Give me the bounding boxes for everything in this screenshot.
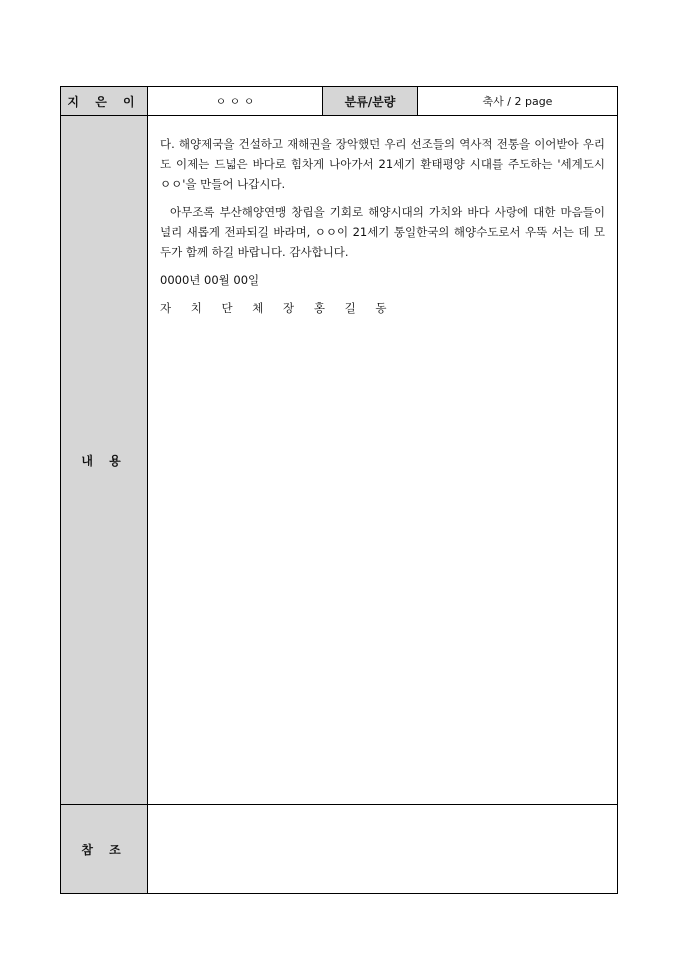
speech-date: 0000년 00월 00일 — [160, 273, 260, 287]
reference-row — [61, 805, 618, 894]
speech-signer: 자 치 단 체 장 홍 길 동 — [160, 301, 395, 315]
content-row — [61, 116, 618, 805]
category-label: 분류/분량 — [323, 87, 418, 116]
category-value: 축사 / 2 page — [418, 87, 618, 116]
author-value: ㅇ ㅇ ㅇ — [148, 87, 323, 116]
header-row — [61, 87, 618, 116]
content-paragraph-1: 다. 해양제국을 건설하고 재해권을 장악했던 우리 선조들의 역사적 전통을 이어받아 우리도 이제는 드넓은 바다로 힘차게 나아가서 21세기 환태평양 시대를 주도하는 '세계도시 ㅇㅇ'을 만들어 나갑시다. — [160, 137, 605, 191]
content-label: 내 용 — [61, 116, 148, 805]
author-label: 지 은 이 — [61, 87, 148, 116]
content-paragraph-2: 아무조록 부산해양연맹 창립을 기회로 해양시대의 가치와 바다 사랑에 대한 마음들이 널리 새롭게 전파되길 바라며, ㅇㅇ이 21세기 통일한국의 해양수도로서 우뚝 서는 데 모두가 함께 하길 바랍니다. 감사합니다. — [160, 205, 605, 259]
reference-value — [148, 805, 618, 894]
document-form-table — [60, 86, 618, 894]
reference-label: 참 조 — [61, 805, 148, 894]
content-body — [148, 116, 618, 805]
